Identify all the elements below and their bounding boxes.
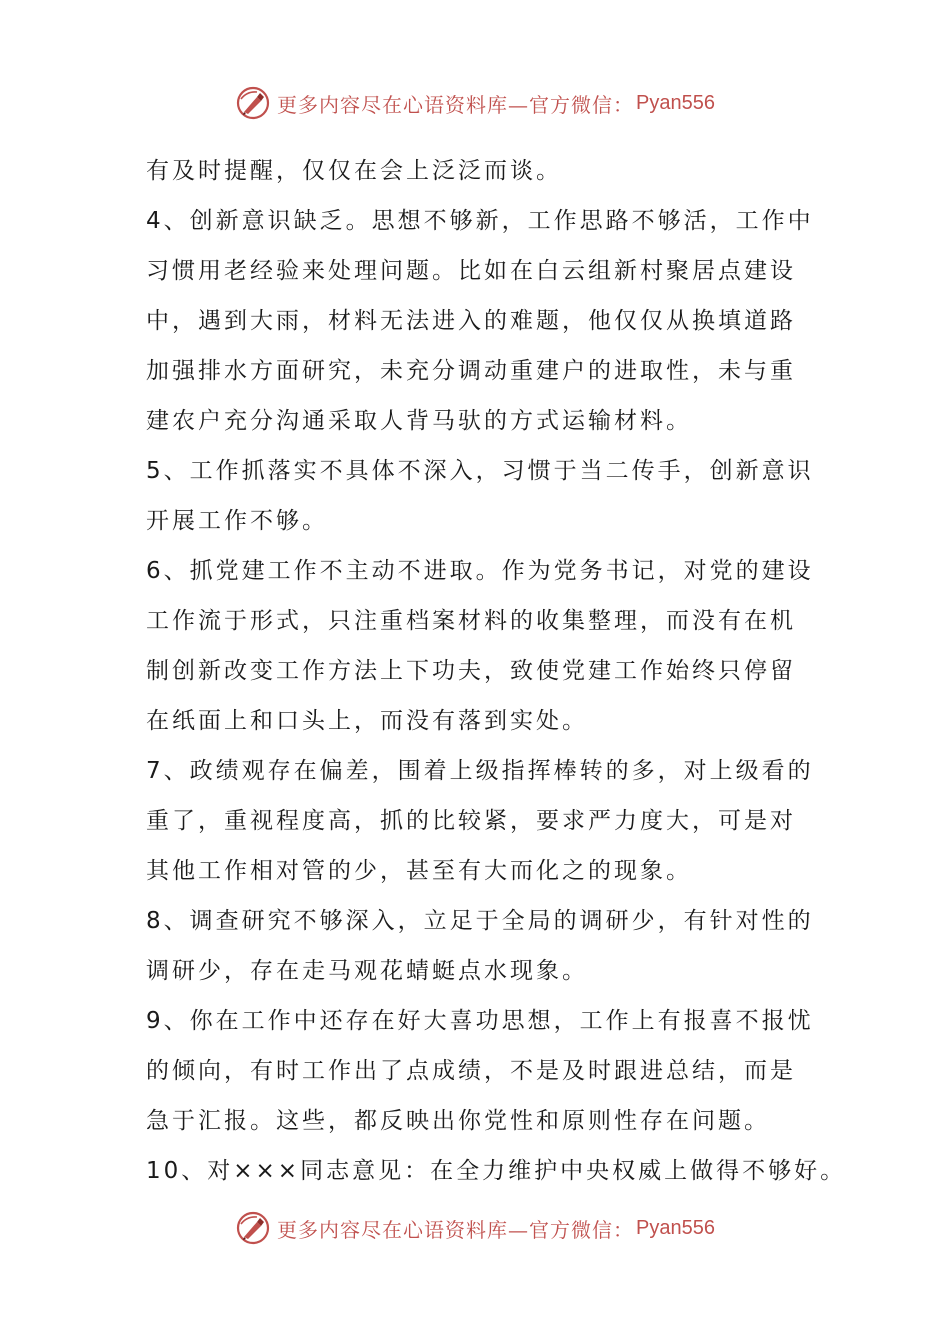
text-line: 5、工作抓落实不具体不深入，习惯于当二传手，创新意识: [146, 458, 814, 484]
text-line: 调研少，存在走马观花蜻蜓点水现象。: [146, 958, 588, 984]
text-line: 7、政绩观存在偏差，围着上级指挥棒转的多，对上级看的: [146, 758, 814, 784]
text-line: 习惯用老经验来处理问题。比如在白云组新村聚居点建设: [146, 258, 796, 284]
text-line: 建农户充分沟通采取人背马驮的方式运输材料。: [146, 408, 692, 434]
text-line: 其他工作相对管的少，甚至有大而化之的现象。: [146, 858, 692, 884]
text-line: 重了，重视程度高，抓的比较紧，要求严力度大，可是对: [146, 808, 796, 834]
pen-logo-icon: [235, 85, 271, 121]
text-line: 的倾向，有时工作出了点成绩，不是及时跟进总结，而是: [146, 1058, 796, 1084]
text-line: 工作流于形式，只注重档案材料的收集整理，而没有在机: [146, 608, 796, 634]
text-line: 制创新改变工作方法上下功夫，致使党建工作始终只停留: [146, 658, 796, 684]
text-line: 有及时提醒，仅仅在会上泛泛而谈。: [146, 158, 562, 184]
banner-text: 更多内容尽在心语资料库—官方微信：: [277, 92, 635, 117]
footer-banner-inner: [235, 1210, 715, 1246]
pen-logo-icon: [235, 1210, 271, 1246]
text-line: 急于汇报。这些，都反映出你党性和原则性存在问题。: [146, 1108, 770, 1134]
text-line: 9、你在工作中还存在好大喜功思想，工作上有报喜不报忧: [146, 1008, 814, 1034]
text-line: 6、抓党建工作不主动不进取。作为党务书记，对党的建设: [146, 558, 814, 584]
banner-wechat-id: Pyan556: [636, 1216, 715, 1239]
footer-banner: [0, 1208, 950, 1248]
banner-wechat-id: Pyan556: [636, 91, 715, 114]
text-line: 10、对×××同志意见：在全力维护中央权威上做得不够好。: [146, 1158, 847, 1184]
document-body: [146, 146, 847, 1196]
banner-text: 更多内容尽在心语资料库—官方微信：: [277, 1217, 635, 1242]
text-line: 在纸面上和口头上，而没有落到实处。: [146, 708, 588, 734]
text-line: 4、创新意识缺乏。思想不够新，工作思路不够活，工作中: [146, 208, 814, 234]
text-line: 中，遇到大雨，材料无法进入的难题，他仅仅从换填道路: [146, 308, 796, 334]
header-banner: [0, 83, 950, 123]
text-line: 开展工作不够。: [146, 508, 328, 534]
text-line: 加强排水方面研究，未充分调动重建户的进取性，未与重: [146, 358, 796, 384]
text-line: 8、调查研究不够深入，立足于全局的调研少，有针对性的: [146, 908, 814, 934]
header-banner-inner: [235, 85, 715, 121]
